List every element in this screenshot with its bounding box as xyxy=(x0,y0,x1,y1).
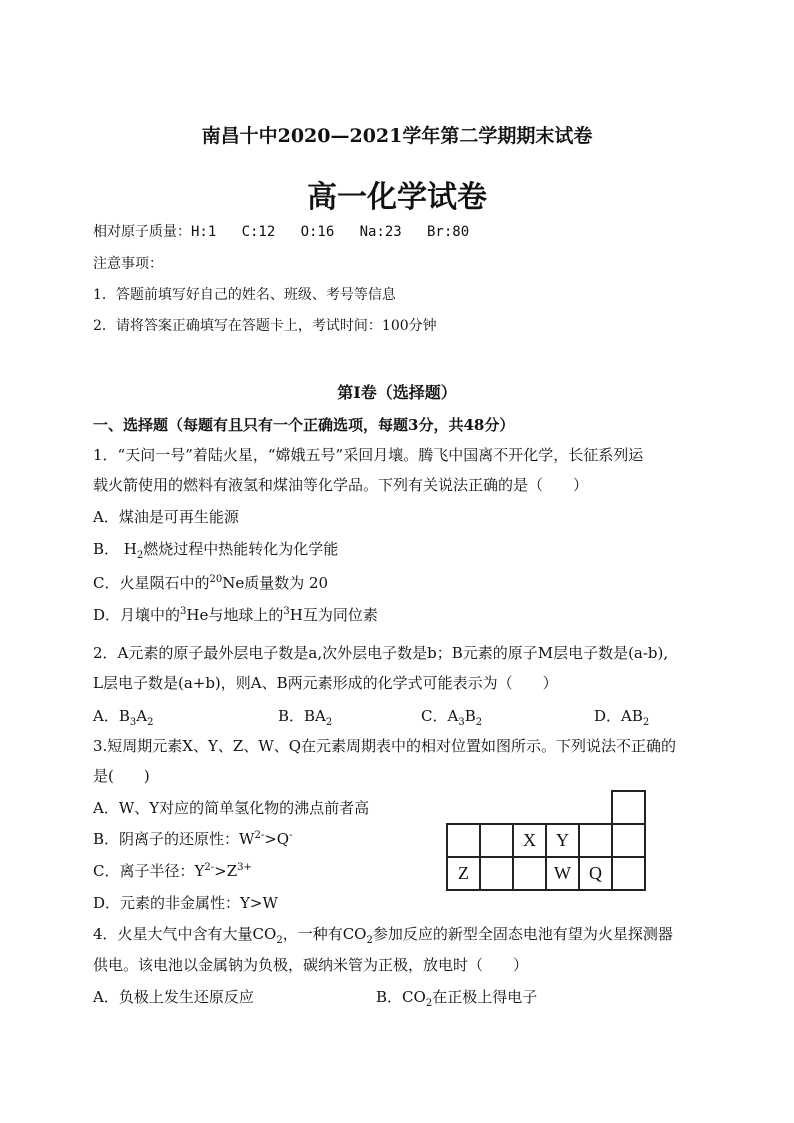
q4-stem-part-c: 参加反应的新型全固态电池有望为火星探测器 xyxy=(372,925,673,943)
periodic-table-row-0 xyxy=(447,791,645,824)
q2-option-a-mid: A xyxy=(136,707,148,725)
notice-2: 2．请将答案正确填写在答题卡上，考试时间：100分钟 xyxy=(93,318,437,334)
periodic-cell xyxy=(480,824,513,857)
q4-stem-line-1 xyxy=(93,923,673,946)
q3-option-c-sup-1: 2- xyxy=(204,862,215,873)
q4-option-b-sub: 2 xyxy=(425,998,433,1009)
periodic-cell-top-right xyxy=(612,791,645,824)
atomic-masses-label: 相对原子质量： xyxy=(93,224,191,240)
q1-option-c xyxy=(93,572,328,593)
periodic-cell-empty xyxy=(513,791,546,824)
periodic-cell-q: Q xyxy=(579,857,612,890)
q3-option-c-sup-2: 3+ xyxy=(237,862,252,873)
q3-option-a: A．W、Y对应的简单氢化物的沸点前者高 xyxy=(93,799,370,817)
q4-stem-part-a: 4．火星大气中含有大量CO xyxy=(93,925,277,943)
q1-option-b-suffix: 燃烧过程中热能转化为化学能 xyxy=(143,540,339,558)
atomic-masses-line xyxy=(93,221,469,241)
q1-stem-line-1: 1．“天问一号”着陆火星，“嫦娥五号”采回月壤。腾飞中国离不开化学，长征系列运 xyxy=(93,446,644,464)
section-title: 第Ⅰ卷（选择题） xyxy=(337,383,457,402)
atomic-masses-values: H:1 C:12 O:16 Na:23 Br:80 xyxy=(191,224,470,240)
q3-option-b-sup-1: 2- xyxy=(254,830,265,841)
q1-option-c-prefix: C．火星陨石中的 xyxy=(93,574,210,592)
periodic-cell-x: X xyxy=(513,824,546,857)
q2-option-c-prefix: C．A xyxy=(421,707,459,725)
q3-option-c-prefix: C．离子半径：Y xyxy=(93,862,205,880)
periodic-cell xyxy=(579,824,612,857)
periodic-cell xyxy=(612,824,645,857)
q1-option-d-mid: He与地球上的 xyxy=(186,606,284,624)
q3-option-b-prefix: B．阴离子的还原性：W xyxy=(93,830,255,848)
periodic-cell xyxy=(480,857,513,890)
exam-title: 高一化学试卷 xyxy=(307,180,487,215)
q3-option-d: D．元素的非金属性：Y>W xyxy=(93,894,278,912)
q1-option-b xyxy=(93,538,338,561)
periodic-cell xyxy=(447,824,480,857)
periodic-cell-empty xyxy=(480,791,513,824)
periodic-cell-w: W xyxy=(546,857,579,890)
notice-1: 1．答题前填写好自己的姓名、班级、考号等信息 xyxy=(93,287,396,303)
q2-option-d-prefix: D．AB xyxy=(594,707,643,725)
q1-stem-line-2: 载火箭使用的燃料有液氢和煤油等化学品。下列有关说法正确的是（ ） xyxy=(93,476,589,494)
q2-option-a-sub-2: 2 xyxy=(147,717,154,728)
q4-option-a: A．负极上发生还原反应 xyxy=(93,988,254,1006)
q4-option-b-prefix: B．CO xyxy=(376,988,426,1006)
q3-option-b-sup-2: - xyxy=(289,830,293,841)
q2-option-a-sub-1: 3 xyxy=(129,717,137,728)
periodic-cell-empty xyxy=(579,791,612,824)
periodic-cell-empty xyxy=(546,791,579,824)
periodic-cell-y: Y xyxy=(546,824,579,857)
q1-option-d-prefix: D．月壤中的 xyxy=(93,606,181,624)
q2-option-c xyxy=(421,705,482,728)
q2-option-c-sub-2: 2 xyxy=(475,717,483,728)
q2-option-d xyxy=(594,705,649,728)
q2-option-b xyxy=(278,705,332,728)
part-title: 一、选择题（每题有且只有一个正确选项，每题3分，共48分） xyxy=(93,416,515,434)
q3-stem-line-2: 是( ) xyxy=(93,767,150,785)
q2-option-b-sub: 2 xyxy=(325,717,333,728)
q2-option-d-sub: 2 xyxy=(642,717,650,728)
q1-option-d-sup-1: 3 xyxy=(180,606,187,617)
q1-option-d-suffix: H互为同位素 xyxy=(289,606,378,624)
q2-stem-line-2: L层电子数是(a+b)，则A、B两元素形成的化学式可能表示为（ ） xyxy=(93,674,558,692)
q2-option-c-sub-1: 3 xyxy=(458,717,465,728)
q1-option-a: A．煤油是可再生能源 xyxy=(93,508,239,526)
q4-stem-line-2: 供电。该电池以金属钠为负极，碳纳米管为正极，放电时（ ） xyxy=(93,956,529,974)
periodic-cell xyxy=(513,857,546,890)
q1-option-c-suffix: Ne质量数为 20 xyxy=(222,574,329,592)
q1-option-d-sup-2: 3 xyxy=(283,606,290,617)
q1-option-b-sub: 2 xyxy=(136,550,144,561)
q2-option-b-prefix: B．BA xyxy=(278,707,326,725)
q2-option-a-prefix: A．B xyxy=(93,707,130,725)
q3-option-b-mid: >Q xyxy=(264,830,290,848)
q4-option-b-suffix: 在正极上得电子 xyxy=(432,988,538,1006)
q3-option-c-mid: >Z xyxy=(214,862,238,880)
q4-option-b xyxy=(376,986,537,1009)
q2-stem-line-1: 2．A元素的原子最外层电子数是a,次外层电子数是b；B元素的原子M层电子数是(a-b), xyxy=(93,644,669,662)
school-title: 南昌十中2020—2021学年第二学期期末试卷 xyxy=(201,125,593,147)
q1-option-b-prefix: B． H xyxy=(93,540,137,558)
periodic-cell xyxy=(612,857,645,890)
q2-option-c-mid: B xyxy=(464,707,476,725)
periodic-cell-empty xyxy=(447,791,480,824)
q3-option-b xyxy=(93,828,292,849)
q4-stem-sub-2: 2 xyxy=(366,935,373,946)
q3-option-c xyxy=(93,860,252,881)
q1-option-c-sup: 20 xyxy=(209,574,223,585)
q3-stem-line-1: 3.短周期元素X、Y、Z、W、Q在元素周期表中的相对位置如图所示。下列说法不正确的 xyxy=(93,737,677,755)
q4-stem-sub-1: 2 xyxy=(276,935,283,946)
q4-stem-part-b: ，一种有CO xyxy=(282,925,367,943)
periodic-table-row-1 xyxy=(447,824,645,857)
periodic-table-row-2 xyxy=(447,857,645,890)
q2-option-a xyxy=(93,705,153,728)
periodic-table-fragment xyxy=(446,790,646,891)
periodic-cell-z: Z xyxy=(447,857,480,890)
notice-label: 注意事项： xyxy=(93,256,163,272)
q1-option-d xyxy=(93,604,378,625)
